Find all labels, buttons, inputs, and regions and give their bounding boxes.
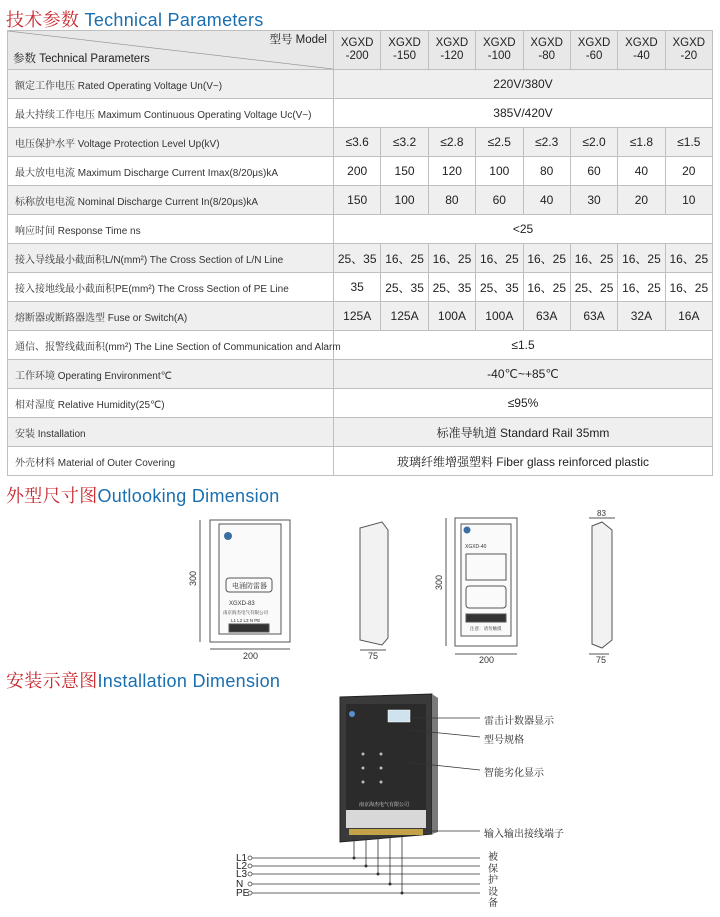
param-value: 16、25: [618, 244, 665, 273]
table-header-row: [8, 31, 713, 70]
model-header: [428, 31, 475, 70]
param-label: 响应时间 Response Time ns: [8, 215, 334, 244]
model-header: [618, 31, 665, 70]
model-prefix: XGXD: [340, 37, 374, 49]
param-value: ≤1.5: [334, 331, 713, 360]
param-value: 125A: [334, 302, 381, 331]
dim-side-1: 75: [368, 651, 379, 661]
param-value: 40: [618, 157, 665, 186]
param-label: 通信、报警线截面积(mm²) The Line Section of Communication and Alarm: [8, 331, 334, 360]
install-diagram: [0, 692, 720, 917]
table-row: [8, 215, 713, 244]
param-value: 10: [665, 186, 712, 215]
param-value: 16、25: [428, 244, 475, 273]
dev1-maker: 南京海杰电气有限公司: [223, 610, 268, 615]
param-value: 16、25: [476, 244, 523, 273]
param-value: 150: [334, 186, 381, 215]
param-label: 接入接地线最小截面积PE(mm²) The Cross Section of PE Line: [8, 273, 334, 302]
tech-params-title: [6, 6, 264, 32]
model-header: [570, 31, 617, 70]
dev1-model: XGXD-83: [229, 601, 255, 607]
callout-model: 型号规格: [484, 735, 524, 746]
tech-params-table: [7, 30, 713, 476]
param-value: ≤3.6: [334, 128, 381, 157]
param-value: 220V/380V: [334, 70, 713, 99]
table-row: [8, 70, 713, 99]
model-header: [381, 31, 428, 70]
param-value: 150: [381, 157, 428, 186]
model-prefix: XGXD: [530, 37, 563, 49]
table-row: [8, 302, 713, 331]
param-value: 100A: [476, 302, 523, 331]
callout-terminals: 输入输出接线端子: [484, 829, 564, 840]
dev2-model: XGXD-40: [465, 544, 487, 550]
param-value: 16、25: [618, 273, 665, 302]
param-value: 16、25: [570, 244, 617, 273]
title-en: Outlooking Dimension: [97, 486, 280, 506]
device-front-2: [446, 518, 517, 654]
param-value: 20: [665, 157, 712, 186]
param-value: 100A: [428, 302, 475, 331]
device-side-2: [589, 518, 615, 654]
table-row: [8, 273, 713, 302]
param-value: 25、35: [428, 273, 475, 302]
outline-title: [6, 482, 280, 508]
param-value: 16、25: [523, 273, 570, 302]
dim-side-2: 75: [596, 655, 607, 663]
param-value: ≤1.5: [665, 128, 712, 157]
param-value: 25、25: [570, 273, 617, 302]
param-value: ≤2.8: [428, 128, 475, 157]
model-prefix: XGXD: [672, 37, 706, 49]
param-value: 80: [428, 186, 475, 215]
title-cn: 技术参数: [6, 10, 80, 30]
model-prefix: XGXD: [388, 37, 421, 49]
param-label: 最大持续工作电压 Maximum Continuous Operating Voltage Uc(V~): [8, 99, 334, 128]
param-label: 额定工作电压 Rated Operating Voltage Un(V~): [8, 70, 334, 99]
model-header: [665, 31, 712, 70]
param-value: 200: [334, 157, 381, 186]
title-en: Technical Parameters: [84, 10, 264, 30]
param-label: 熔断器或断路器选型 Fuse or Switch(A): [8, 302, 334, 331]
callout-degrade: 智能劣化显示: [484, 768, 544, 779]
model-prefix: XGXD: [577, 37, 611, 49]
model-suffix: -150: [393, 50, 417, 62]
param-value: 标准导轨道 Standard Rail 35mm: [334, 418, 713, 447]
param-value: 25、35: [476, 273, 523, 302]
param-label: 接入导线最小截面积L/N(mm²) The Cross Section of L/N Line: [8, 244, 334, 273]
header-diag-cell: [8, 31, 334, 70]
protected-char: 备: [488, 898, 498, 909]
model-suffix: -100: [487, 50, 511, 62]
dev1-terminals: L1 L2 L3 N PE: [231, 618, 261, 623]
param-value: ≤2.5: [476, 128, 523, 157]
protected-char: 保: [488, 863, 498, 875]
param-value: 100: [476, 157, 523, 186]
table-row: [8, 128, 713, 157]
outline-drawings: [0, 508, 720, 663]
table-row: [8, 99, 713, 128]
protected-char: 设: [488, 886, 498, 898]
line-label-n: N: [236, 879, 244, 890]
model-suffix: -120: [440, 50, 464, 62]
param-label: 电压保护水平 Voltage Protection Level Up(kV): [8, 128, 334, 157]
model-header: [334, 31, 381, 70]
param-value: 16、25: [665, 273, 712, 302]
model-prefix: XGXD: [435, 37, 469, 49]
param-value: 385V/420V: [334, 99, 713, 128]
table-row: [8, 447, 713, 476]
model-suffix: -20: [680, 50, 698, 62]
param-value: 120: [428, 157, 475, 186]
model-header: [523, 31, 570, 70]
line-label-l3: L3: [236, 869, 248, 880]
model-suffix: -40: [633, 50, 650, 62]
dim-h-2: 300: [434, 574, 444, 590]
install-device: [340, 694, 438, 842]
dim-w-2: 200: [479, 655, 495, 663]
callout-counter: 雷击计数器显示: [484, 716, 554, 727]
table-row: [8, 389, 713, 418]
header-param-label: 参数 Technical Parameters: [13, 53, 150, 65]
param-value: 40: [523, 186, 570, 215]
param-value: 20: [618, 186, 665, 215]
device-side-1: [360, 522, 388, 650]
line-label-pe: PE: [236, 888, 250, 899]
param-value: 16、25: [523, 244, 570, 273]
param-value: 32A: [618, 302, 665, 331]
param-value: 125A: [381, 302, 428, 331]
param-value: 60: [476, 186, 523, 215]
model-suffix: -200: [345, 50, 369, 62]
model-suffix: -60: [585, 50, 603, 62]
install-title: [6, 667, 280, 693]
dev1-label: 电涌防雷器: [232, 583, 267, 590]
param-label: 标称放电电流 Nominal Discharge Current In(8/20μs)kA: [8, 186, 334, 215]
param-value: ≤95%: [334, 389, 713, 418]
param-value: 60: [570, 157, 617, 186]
param-value: 80: [523, 157, 570, 186]
param-value: 100: [381, 186, 428, 215]
dim-side-top-2: 83: [597, 509, 606, 518]
dim-h-1: 300: [188, 570, 198, 586]
table-row: [8, 331, 713, 360]
table-row: [8, 186, 713, 215]
title-cn: 外型尺寸图: [6, 486, 98, 506]
param-value: 16、25: [381, 244, 428, 273]
param-value: 16、25: [665, 244, 712, 273]
model-prefix: XGXD: [483, 37, 516, 49]
param-value: ≤3.2: [381, 128, 428, 157]
param-value: 63A: [570, 302, 617, 331]
install-panel-label: 南京海杰电气有限公司: [359, 802, 410, 808]
protected-equipment-label: [488, 852, 500, 910]
wiring: [248, 835, 480, 893]
model-header: [476, 31, 523, 70]
param-value: ≤2.3: [523, 128, 570, 157]
line-label-l1: L1: [236, 853, 248, 864]
param-value: -40℃~+85℃: [334, 360, 713, 389]
param-value: 63A: [523, 302, 570, 331]
protected-char: 被: [488, 852, 498, 863]
param-label: 工作环境 Operating Environment℃: [8, 360, 334, 389]
line-labels: [236, 853, 250, 899]
protected-char: 护: [488, 875, 498, 886]
model-suffix: -80: [538, 50, 555, 62]
dev2-warn: 注意：请勿触摸: [470, 626, 502, 631]
param-value: 25、35: [334, 244, 381, 273]
param-label: 相对湿度 Relative Humidity(25℃): [8, 389, 334, 418]
title-cn: 安装示意图: [6, 671, 98, 691]
model-prefix: XGXD: [625, 37, 658, 49]
header-model-label: 型号 Model: [269, 34, 327, 46]
param-value: 35: [334, 273, 381, 302]
param-value: 25、35: [381, 273, 428, 302]
param-value: 30: [570, 186, 617, 215]
param-value: ≤2.0: [570, 128, 617, 157]
param-label: 最大放电电流 Maximum Discharge Current Imax(8/20μs)kA: [8, 157, 334, 186]
table-row: [8, 360, 713, 389]
table-row: [8, 418, 713, 447]
line-label-l2: L2: [236, 861, 248, 872]
dim-w-1: 200: [243, 651, 259, 661]
param-value: 玻璃纤维增强塑料 Fiber glass reinforced plastic: [334, 447, 713, 476]
param-value: 16A: [665, 302, 712, 331]
param-label: 外壳材料 Material of Outer Covering: [8, 447, 334, 476]
param-value: ≤1.8: [618, 128, 665, 157]
param-value: <25: [334, 215, 713, 244]
title-en: Installation Dimension: [97, 671, 281, 691]
param-label: 安装 Installation: [8, 418, 334, 447]
table-row: [8, 157, 713, 186]
table-row: [8, 244, 713, 273]
